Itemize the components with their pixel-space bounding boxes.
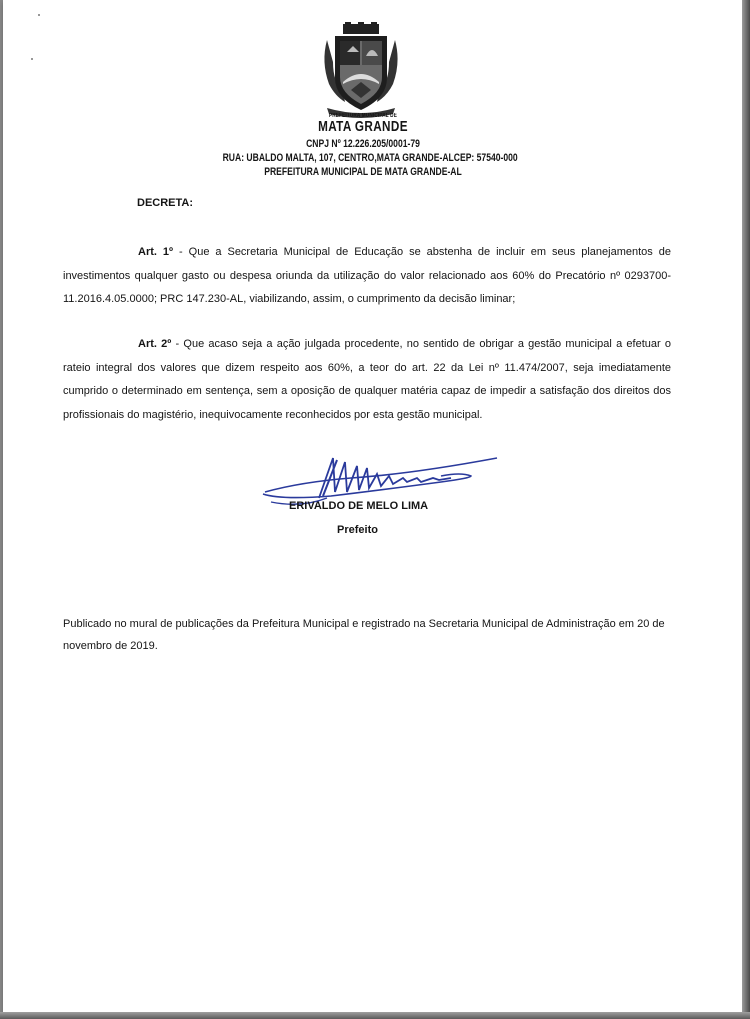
- municipal-crest-icon: [321, 22, 401, 120]
- crest-caption: PREFEITURA MUNICIPAL DE: [328, 113, 397, 119]
- article-2-paragraph: [63, 333, 671, 427]
- scan-speck: [31, 58, 33, 60]
- article-2-label: Art. 2º: [138, 338, 172, 350]
- address-line: RUA: UBALDO MALTA, 107, CENTRO,MATA GRANDE-ALCEP: 57540-000: [222, 152, 518, 164]
- city-name: MATA GRANDE: [318, 118, 408, 135]
- article-1-paragraph: [63, 241, 671, 312]
- decree-heading: DECRETA:: [137, 197, 194, 209]
- article-1-text: - Que a Secretaria Municipal de Educação se abstenha de incluir em seus planejamentos de investimentos qualquer gasto ou despesa oriunda da utilização do valor relacionado aos 60% do Precatório nº 0293700-11.2016.4.05.0000; PRC 147.230-AL, viabilizando, assim, o cumprimento da decisão liminar;: [63, 246, 671, 305]
- office-line: PREFEITURA MUNICIPAL DE MATA GRANDE-AL: [264, 166, 462, 178]
- publication-note: Publicado no mural de publicações da Prefeitura Municipal e registrado na Secretaria Municipal de Administração em 20 de novembro de 2019.: [63, 618, 665, 652]
- scan-edge-bottom: [0, 1012, 750, 1019]
- article-2-text: - Que acaso seja a ação julgada procedente, no sentido de obrigar a gestão municipal a efetuar o rateio integral dos valores que dizem respeito aos 60%, a teor do art. 22 da Lei nº 11.474/2007, seja imediatamente cumprido o determinado em sentença, sem a oposição de qualquer matéria capaz de impedir a satisfação dos direitos dos profissionais do magistério, inequivocamente reconhecidos por esta gestão municipal.: [63, 338, 671, 421]
- document-page: [3, 0, 743, 1013]
- signer-name: ERIVALDO DE MELO LIMA: [289, 500, 429, 512]
- signer-role: Prefeito: [337, 524, 378, 536]
- scan-edge-right: [742, 0, 750, 1019]
- article-1-label: Art. 1º: [138, 246, 174, 258]
- cnpj-line: CNPJ Nº 12.226.205/0001-79: [306, 138, 420, 150]
- scan-speck: [38, 14, 40, 16]
